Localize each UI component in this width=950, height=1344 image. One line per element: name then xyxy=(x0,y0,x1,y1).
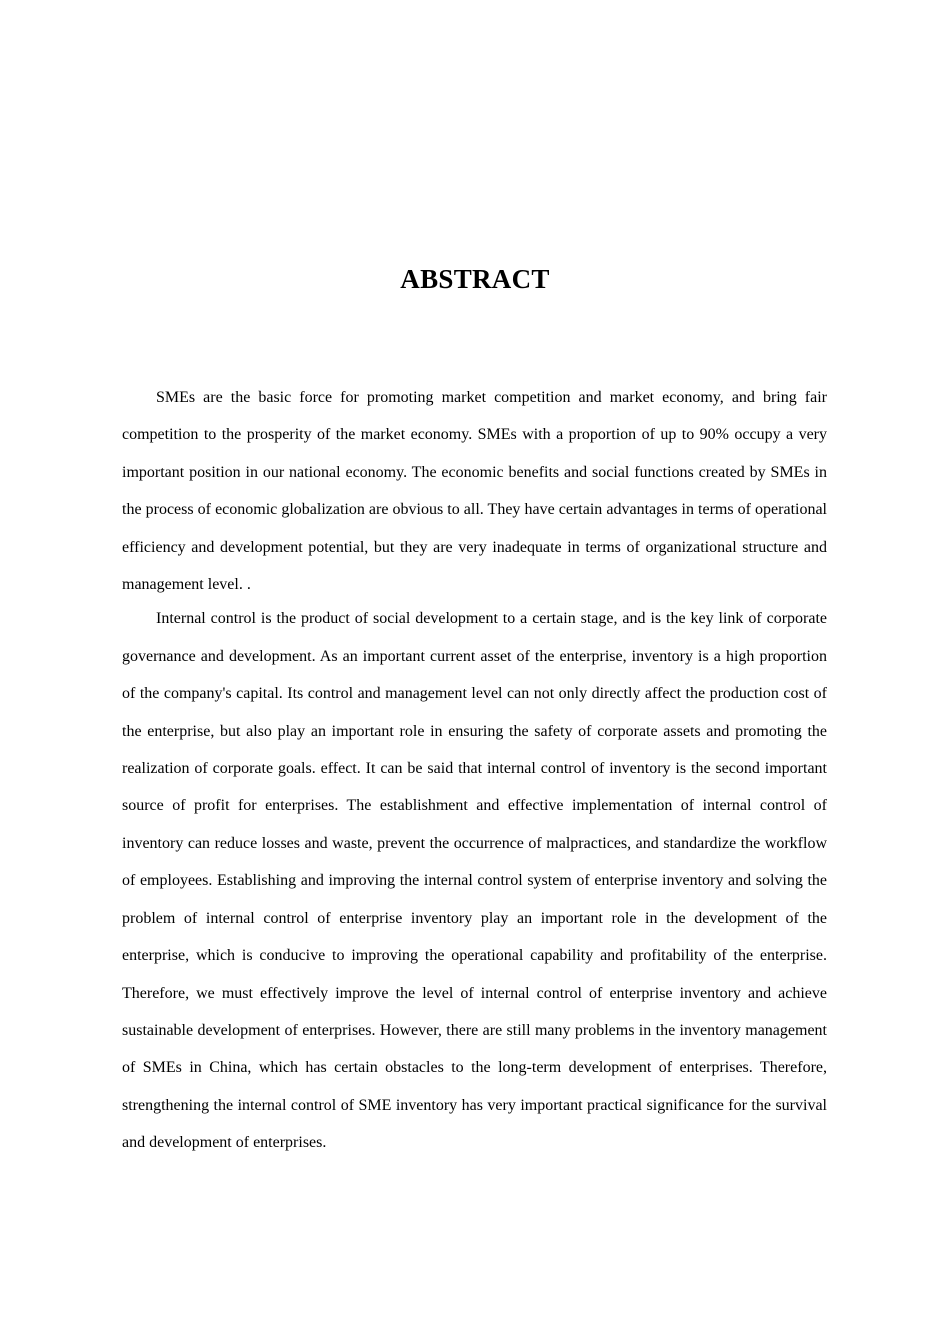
abstract-title: ABSTRACT xyxy=(400,264,550,294)
abstract-body xyxy=(122,379,827,1162)
abstract-paragraph-2: Internal control is the product of social development to a certain stage, and is the key link of corporate governance and development. As an important current asset of the enterprise, inventory is a high proportion of the company's capital. Its control and management level can not only directly affect the production cost of the enterprise, but also play an important role in ensuring the safety of corporate assets and promoting the realization of corporate goals. effect. It can be said that internal control of inventory is the second important source of profit for enterprises. The establishment and effective implementation of internal control of inventory can reduce losses and waste, prevent the occurrence of malpractices, and standardize the workflow of employees. Establishing and improving the internal control system of enterprise inventory and solving the problem of internal control of enterprise inventory play an important role in the development of the enterprise, which is conducive to improving the operational capability and profitability of the enterprise. Therefore, we must effectively improve the level of internal control of enterprise inventory and achieve sustainable development of enterprises. However, there are still many problems in the inventory management of SMEs in China, which has certain obstacles to the long-term development of enterprises. Therefore, strengthening the internal control of SME inventory has very important practical significance for the survival and development of enterprises. xyxy=(122,610,827,1152)
abstract-paragraph-1: SMEs are the basic force for promoting market competition and market economy, and bring fair competition to the prosperity of the market economy. SMEs with a proportion of up to 90% occupy a very important position in our national economy. The economic benefits and social functions created by SMEs in the process of economic globalization are obvious to all. They have certain advantages in terms of operational efficiency and development potential, but they are very inadequate in terms of organizational structure and management level. . xyxy=(122,389,827,594)
